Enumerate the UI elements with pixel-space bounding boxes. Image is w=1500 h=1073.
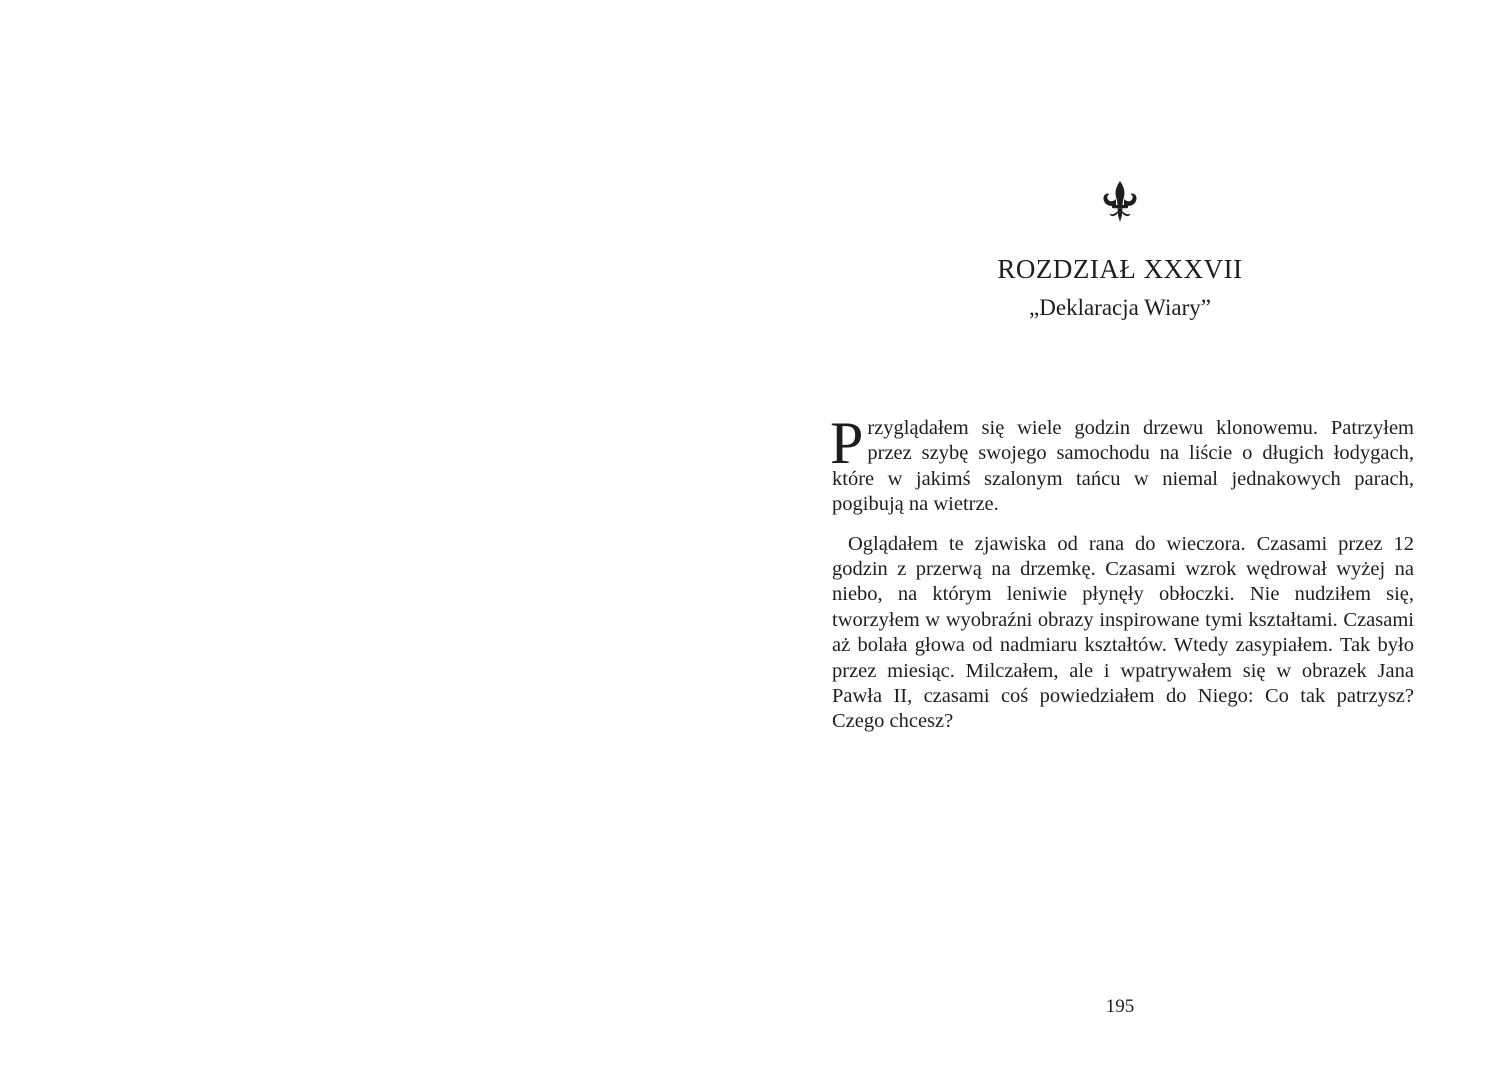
right-page <box>750 0 1500 1073</box>
fleur-de-lis-icon <box>1100 180 1140 224</box>
page-number: 195 <box>1105 996 1135 1017</box>
paragraph-1-text: rzyglądałem się wiele godzin drzewu klonowemu. Patrzyłem przez szybę swojego samochodu na liście o długich łodygach, które w jakimś szalonym tańcu w niemal jednakowych parach, pogibują na wietrze. <box>832 417 1414 516</box>
drop-cap: P <box>830 410 864 476</box>
paragraph-1 <box>830 410 1414 518</box>
chapter-body <box>830 410 1414 735</box>
chapter-subtitle: „Deklaracja Wiary” <box>1029 295 1211 320</box>
paragraph-2: Oglądałem te zjawiska od rana do wieczora. Czasami przez 12 godzin z przerwą na drzemkę. Czasami wzrok wędrował wyżej na niebo, na którym leniwie płynęły obłoczki. Nie nudziłem się, tworzyłem w wyobraźni obrazy inspirowane tymi kształtami. Czasami aż bolała głowa od nadmiaru kształtów. Wtedy zasypiałem. Tak było przez miesiąc. Milczałem, ale i wpatrywałem się w obrazek Jana Pawła II, czasami coś powiedziałem do Niego: Co tak patrzysz? Czego chcesz? <box>832 532 1414 733</box>
chapter-title: ROZDZIAŁ XXXVII <box>997 254 1243 284</box>
